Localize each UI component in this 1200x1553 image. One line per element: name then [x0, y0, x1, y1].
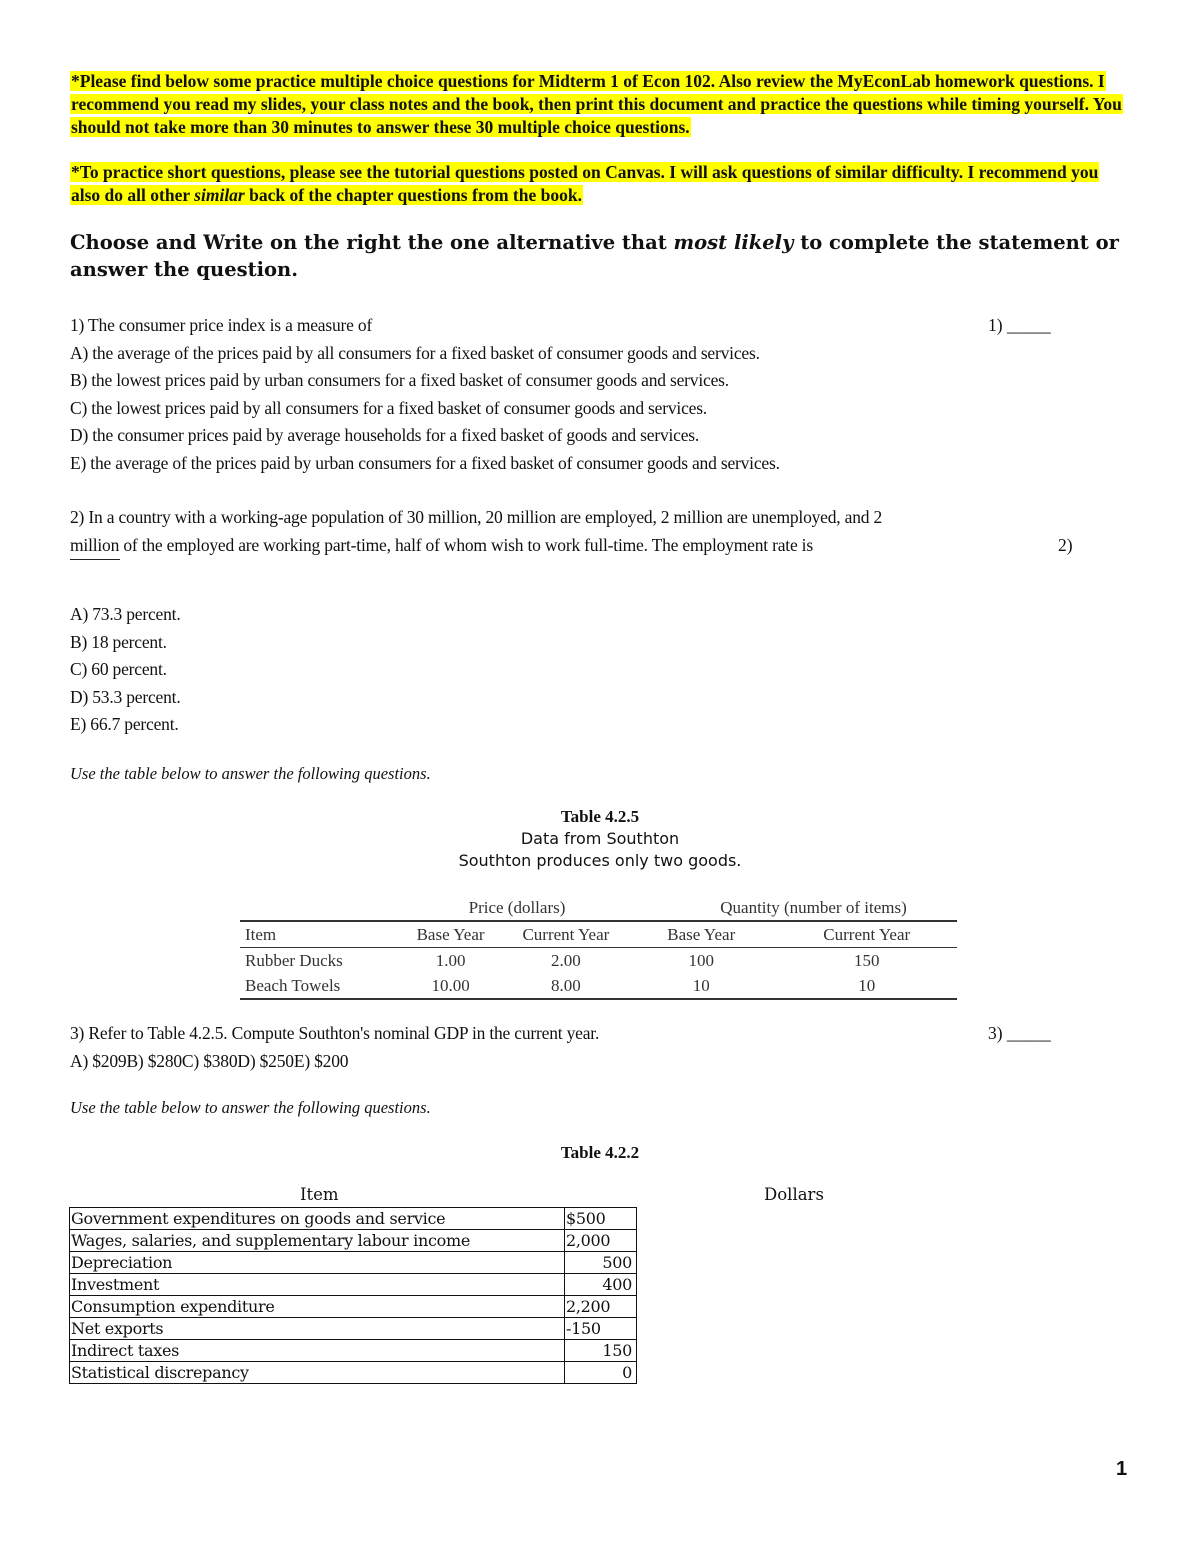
gdp-data-table — [69, 1207, 637, 1384]
item-cell: Indirect taxes — [70, 1340, 565, 1362]
option-a: A) 73.3 percent. — [70, 604, 181, 624]
value-cell: 2,200 — [565, 1296, 637, 1318]
table-row — [70, 1208, 637, 1230]
table-cell: 10 — [858, 976, 876, 995]
option-c: C) 60 percent. — [70, 659, 167, 679]
tutorial-notice — [70, 161, 1130, 207]
table-subtitle: Southton produces only two goods. — [458, 851, 742, 870]
answer-blank-1: 1) _____ — [988, 315, 1051, 335]
value-cell: 400 — [565, 1274, 637, 1296]
column-header: Current Year — [823, 925, 911, 944]
dollars-column-header: Dollars — [764, 1185, 824, 1204]
notice-text: *To practice short questions, please see the tutorial questions posted on Canvas. I will ask questions of similar difficulty. I recommend you also do all other similar back of the chapter questions from the book. — [71, 162, 1099, 205]
table-row — [240, 948, 957, 974]
option-b: B) the lowest prices paid by urban consumers for a fixed basket of consumer goods and services. — [70, 370, 729, 390]
value-cell: 0 — [565, 1362, 637, 1384]
question-3 — [70, 1020, 1090, 1075]
value-cell: 500 — [565, 1252, 637, 1274]
table-cell: 8.00 — [551, 976, 581, 995]
table-title: Table 4.2.5 — [560, 807, 640, 826]
column-header: Base Year — [416, 925, 485, 944]
question-stem-line2: million of the employed are working part-time, half of whom wish to work full-time. The employment rate is — [70, 534, 813, 555]
option-b: B) 18 percent. — [70, 631, 167, 652]
column-header: Current Year — [522, 925, 610, 944]
table-row — [70, 1296, 637, 1318]
page-number: 1 — [1116, 1458, 1128, 1480]
table-cell: 10 — [692, 976, 710, 995]
table-cell: 1.00 — [435, 951, 466, 970]
table-row — [70, 1252, 637, 1274]
instructions-heading: Choose and Write on the right the one alternative that most likely to complete the statement or answer the question. — [70, 231, 1119, 281]
table-row — [70, 1230, 637, 1252]
table-cell: Beach Towels — [245, 976, 341, 995]
value-cell: -150 — [565, 1318, 637, 1340]
item-cell: Government expenditures on goods and service — [70, 1208, 565, 1230]
table-cell: 100 — [688, 951, 714, 970]
column-header: Item — [245, 925, 277, 944]
practice-notice — [70, 70, 1130, 139]
table-row — [70, 1274, 637, 1296]
table-cell: 2.00 — [551, 951, 581, 970]
emphasis: most likely — [673, 231, 794, 254]
question-1 — [70, 312, 1090, 477]
table-cell: 10.00 — [431, 976, 470, 995]
option-e: E) 66.7 percent. — [70, 714, 179, 734]
option-a: A) the average of the prices paid by all consumers for a fixed basket of consumer goods and services. — [70, 342, 760, 363]
item-cell: Investment — [70, 1274, 565, 1296]
question-stem: 1) The consumer price index is a measure of — [70, 315, 373, 335]
table-instruction-note: Use the table below to answer the following questions. — [70, 1098, 431, 1117]
option-e: E) the average of the prices paid by urban consumers for a fixed basket of consumer goods and services. — [70, 452, 780, 473]
table-cell: 150 — [853, 951, 880, 970]
answer-label-2: 2) — [1058, 535, 1073, 555]
item-cell: Net exports — [70, 1318, 565, 1340]
question-stem-line1: 2) In a country with a working-age population of 30 million, 20 million are employed, 2 million are unemployed, and 2 — [70, 507, 883, 527]
options-line: A) $209B) $280C) $380D) $250E) $200 — [70, 1050, 349, 1071]
item-cell: Wages, salaries, and supplementary labour income — [70, 1230, 565, 1252]
option-d: D) the consumer prices paid by average households for a fixed basket of goods and services. — [70, 425, 700, 445]
value-cell: 150 — [565, 1340, 637, 1362]
item-cell: Statistical discrepancy — [70, 1362, 565, 1384]
question-stem: 3) Refer to Table 4.2.5. Compute Southton's nominal GDP in the current year. — [70, 1023, 600, 1043]
item-column-header: Item — [300, 1185, 339, 1204]
table-row — [70, 1318, 637, 1340]
value-cell: 2,000 — [565, 1230, 637, 1252]
item-cell: Depreciation — [70, 1252, 565, 1274]
table-header-row — [240, 921, 957, 948]
question-2-options — [70, 601, 1090, 739]
emphasis: similar — [194, 185, 245, 205]
option-d: D) 53.3 percent. — [70, 686, 181, 707]
question-2 — [70, 504, 1090, 559]
table-row — [70, 1362, 637, 1384]
answer-blank-3: 3) _____ — [988, 1023, 1051, 1043]
table-row — [240, 973, 957, 999]
quantity-group-header: Quantity (number of items) — [670, 895, 957, 922]
column-header: Base Year — [667, 925, 736, 944]
table-title: Table 4.2.2 — [560, 1143, 640, 1162]
value-cell: $500 — [565, 1208, 637, 1230]
option-c: C) the lowest prices paid by all consumers for a fixed basket of consumer goods and services. — [70, 397, 707, 418]
table-instruction-note: Use the table below to answer the following questions. — [70, 764, 431, 783]
answer-blank-2 — [70, 559, 120, 560]
notice-text: *Please find below some practice multiple choice questions for Midterm 1 of Econ 102. Also review the MyEconLab homework questions. I recommend you read my slides, your class notes and the book, then print this document and practice the questions while timing yourself. You should not take more than 30 minutes to answer these 30 multiple choice questions. — [71, 71, 1122, 137]
table-cell: Rubber Ducks — [245, 951, 343, 970]
table-subtitle: Data from Southton — [520, 829, 680, 848]
item-cell: Consumption expenditure — [70, 1296, 565, 1318]
table-row — [70, 1340, 637, 1362]
price-group-header: Price (dollars) — [407, 895, 627, 922]
